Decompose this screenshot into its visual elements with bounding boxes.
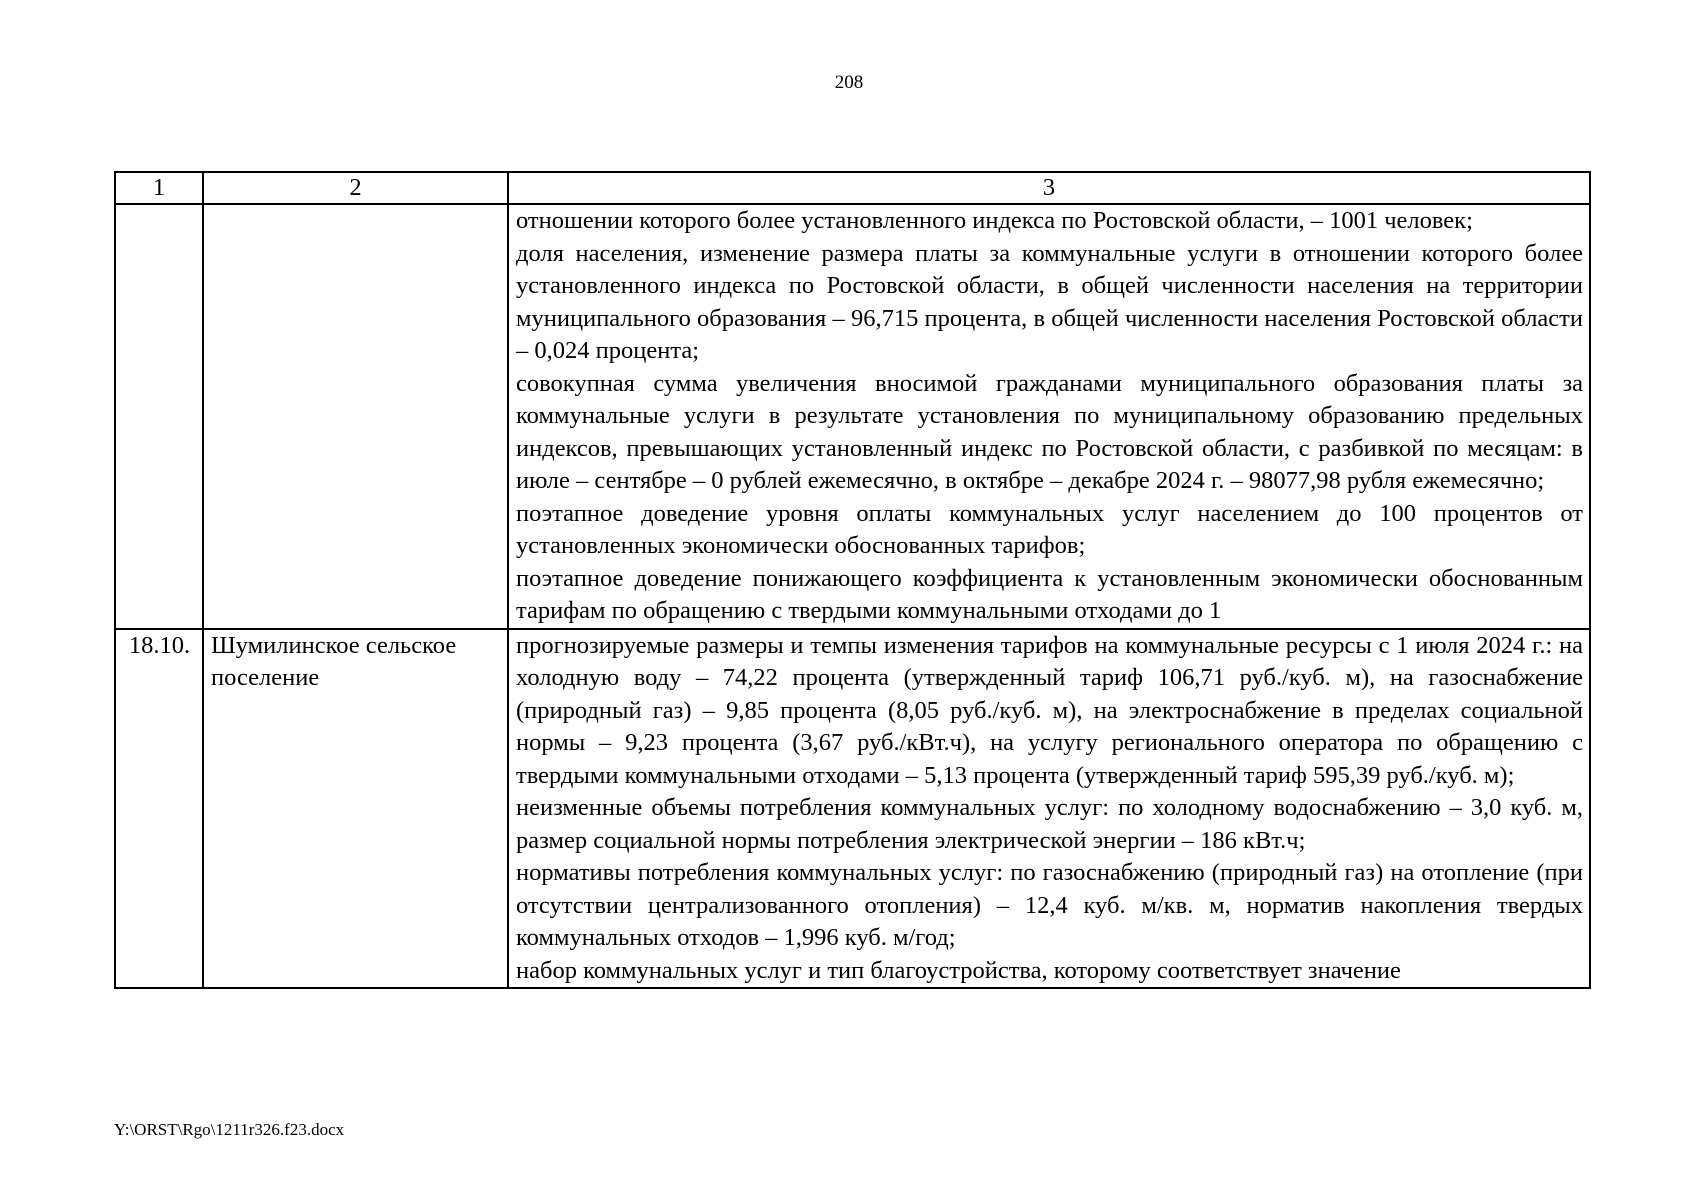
paragraph: набор коммунальных услуг и тип благоустройства, которому соответствует значение (516, 956, 1401, 984)
paragraph: совокупная сумма увеличения вносимой гражданами муниципального образования платы за коммунальные услуги в результате установления по муниципальному образованию предельных индексов, превышающих установленный индекс по Ростовской области, с разбивкой по месяцам: в июле – сентябре – 0 рублей ежемесячно, в октябре – декабре 2024 г. – 98077,98 рубля ежемесячно; (516, 369, 1583, 494)
paragraph: нормативы потребления коммунальных услуг: по газоснабжению (природный газ) на отопление (при отсутствии централизованного отопления) – 12,4 куб. м/кв. м, норматив накопления твердых коммунальных отходов – 1,996 куб. м/год; (516, 859, 1583, 951)
paragraph: доля населения, изменение размера платы за коммунальные услуги в отношении которого более установленного индекса по Ростовской области, в общей численности населения на территории муниципального образования – 96,715 процента, в общей численности населения Ростовской области – 0,024 процента; (516, 239, 1583, 364)
municipality-name-cell: Шумилинское сельское поселение (203, 629, 508, 989)
paragraph: поэтапное доведение понижающего коэффициента к установленным экономически обоснованным тарифам по обращению с твердыми коммунальными отходами до 1 (516, 564, 1583, 624)
table-row-continuation (115, 204, 1590, 629)
paragraph: поэтапное доведение уровня оплаты коммунальных услуг населением до 100 процентов от установленных экономически обоснованных тарифов; (516, 499, 1583, 559)
footer-file-path: Y:\ORST\Rgo\1211r326.f23.docx (114, 1120, 345, 1139)
paragraph: отношении которого более установленного индекса по Ростовской области, – 1001 человек; (516, 207, 1473, 234)
paragraph: прогнозируемые размеры и темпы изменения тарифов на коммунальные ресурсы с 1 июля 2024 г.: на холодную воду – 74,22 процента (утвержденный тариф 106,71 руб./куб. м), на газоснабжение (природный газ) – 9,85 процента (8,05 руб./куб. м), на электроснабжение в пределах социальной нормы – 9,23 процента (3,67 руб./кВт.ч), на услугу регионального оператора по обращению с твердыми коммунальными отходами – 5,13 процента (утвержденный тариф 595,39 руб./куб. м); (516, 631, 1583, 789)
header-col-2: 2 (203, 172, 508, 204)
row-number-cell: 18.10. (115, 629, 203, 989)
tariff-table (114, 171, 1591, 989)
description-cell (508, 204, 1590, 629)
paragraph: неизменные объемы потребления коммунальных услуг: по холодному водоснабжению – 3,0 куб. м, размер социальной нормы потребления электрической энергии – 186 кВт.ч; (516, 794, 1583, 854)
header-col-3: 3 (508, 172, 1590, 204)
header-col-1: 1 (115, 172, 203, 204)
description-cell (508, 629, 1590, 989)
row-number-cell (115, 204, 203, 629)
page-number: 208 (834, 72, 864, 93)
table-row-18-10 (115, 629, 1590, 989)
municipality-name-cell (203, 204, 508, 629)
table-header-row (115, 172, 1590, 204)
